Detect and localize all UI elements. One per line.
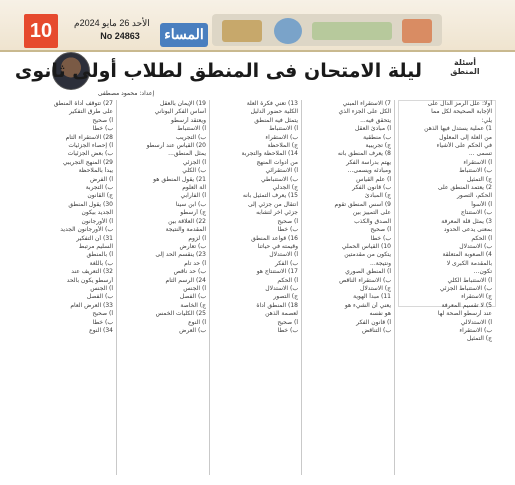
text-line: ب) الاستقراء الناقص — [339, 276, 391, 284]
text-line: ب) بعض الجزئيات — [67, 150, 113, 158]
text-line: ب) الفصل — [179, 293, 206, 301]
text-line: الكلية حضور الدليل — [250, 108, 298, 116]
text-line: ج) التمثيل — [466, 335, 492, 343]
text-line: جزئي آخر لتشابه — [256, 209, 298, 217]
text-line: ج) الخاصة — [180, 301, 206, 309]
text-line: 2) يعتمد المنطق على — [437, 184, 492, 192]
text-line: أ) علم القياس — [356, 175, 391, 183]
text-line: يهتم بدراسة الفكر — [346, 158, 391, 166]
date-line: الأحد 26 مايو 2024م — [74, 18, 150, 28]
text-line: ج) المبادئ — [364, 192, 391, 200]
text-line: 8) يعرف المنطق بأنه — [337, 150, 391, 158]
text-line: يمثل المنطق... — [168, 150, 206, 158]
text-line: 16) قواعد المنطق — [251, 234, 298, 242]
text-line: ب) التجريب — [176, 133, 206, 141]
text-line: ب) التجربة — [85, 184, 113, 192]
text-line: 13) تعني فكرة العلة — [246, 100, 298, 107]
text-line: ج) الاستدلال — [360, 284, 391, 292]
text-line: ب) الفصل — [86, 293, 113, 301]
text-line: ب) الاستدلال — [265, 284, 298, 292]
text-line: ب) خطأ — [92, 318, 113, 326]
text-line: أ) الاستنباط — [177, 125, 206, 133]
text-line: ج) أرسطو — [180, 209, 206, 217]
text-line: 25) الكليات الخمس — [155, 310, 206, 318]
text-line: 23) ينقسم الحد إلى — [155, 251, 206, 259]
text-line: ج) التصور — [273, 293, 298, 301]
text-line: أ) صحيح — [370, 226, 391, 234]
text-line: أ) صحيح — [92, 116, 113, 124]
text-line: ب) التناقض — [361, 326, 391, 334]
text-line: ج) الجدلي — [272, 184, 298, 192]
text-line: السليم مرتبط — [78, 242, 113, 250]
text-line: أ) الأسوأ — [471, 200, 492, 208]
text-line: يتمثل فيه المنطق — [254, 116, 298, 124]
issue-number: No 24863 — [100, 31, 140, 41]
text-line: أ) الحكم — [471, 234, 492, 242]
text-line: المقدمة والنتيجة — [165, 226, 206, 234]
text-line: انتقال من جزئي إلى — [247, 200, 298, 208]
text-line: أ) إحصاء الجزئيات — [68, 142, 113, 150]
text-line: 19) الإيمان بالعقل — [159, 100, 206, 107]
text-line: 4) الصعوبة المتعلقة — [442, 251, 492, 259]
text-line: أرسطو يكون بالحد — [66, 276, 113, 284]
text-line: أ) الاستدلالي — [460, 318, 492, 326]
text-line: أ) الفارابي — [180, 192, 206, 200]
text-line: الصدق والكذب — [354, 217, 391, 225]
text-line: أ) الاستدلال — [269, 251, 298, 259]
text-line: 17) الاستنتاج هو — [256, 268, 298, 276]
text-line: أ) المنطق الصوري — [345, 268, 391, 276]
text-line: في الحكم على الأشياء — [436, 142, 492, 150]
text-line: 33) العرض العام — [70, 301, 113, 309]
text-line: يبدأ بالملاحظة — [78, 167, 113, 175]
text-column-3 — [213, 100, 298, 475]
text-line: من العلة إلى المعلول — [439, 133, 492, 141]
text-line: 18) المنطق أداة — [256, 301, 298, 309]
text-line: على التمييز بين — [352, 209, 391, 217]
text-line: أ) حد تام — [184, 259, 206, 267]
illustration-shape — [312, 22, 392, 40]
text-column-1 — [400, 100, 492, 475]
text-line: أ) الجزئي — [182, 158, 206, 166]
text-line: ج) الاستقراء — [461, 293, 492, 301]
text-line: 31) أن التفكير — [76, 234, 113, 242]
text-line: 5) لا تقسيم المعرفة — [441, 301, 492, 309]
text-line: من أدوات المنهج — [256, 158, 298, 166]
text-column-5 — [30, 100, 113, 475]
text-line: 3) يمثل قلة المعرفة — [441, 217, 492, 225]
text-line: آلة العلوم — [182, 184, 206, 192]
text-line: يتكون من مقدمتين — [344, 251, 391, 259]
text-line: ب) قانون الفكر — [352, 184, 391, 192]
text-line: ب) حد ناقص — [173, 268, 206, 276]
text-line: وقيمته في حياتنا — [257, 242, 298, 250]
text-line: 1) عملية يستدل فيها الذهن — [424, 125, 492, 133]
text-line: أ) الأورجانون — [81, 217, 113, 225]
section-label: أسئلة المنطق — [450, 58, 480, 76]
text-line: أ) صحيح — [277, 318, 298, 326]
text-line: ج) تجريبية — [365, 142, 391, 150]
text-line: أ) الجنس — [90, 284, 113, 292]
text-line: ب) باللغة — [89, 259, 113, 267]
text-line: ب) الاستدلال — [459, 242, 492, 250]
text-line: ب) الاستنباطي — [260, 175, 298, 183]
text-line: 20) القياس عند أرسطو — [146, 142, 206, 150]
text-line: أ) قانون الفكر — [356, 318, 391, 326]
text-line: هو نفسه — [369, 310, 391, 318]
text-line: أولا: علل الرمز الدال على — [427, 100, 492, 107]
text-line: الجديد بيكون — [81, 209, 113, 217]
text-line: أ) لزوم — [188, 234, 206, 242]
article-headline: ليلة الامتحان فى المنطق لطلاب أولى ثانوى — [14, 60, 422, 82]
text-line: أ) الاستقراء — [463, 158, 492, 166]
column-divider — [116, 100, 117, 475]
text-line: 14) الملاحظة والتجربة — [241, 150, 298, 158]
masthead-illustration — [212, 14, 442, 46]
text-line: أ) النوع — [188, 318, 206, 326]
text-line: أساس الفكر اليوناني — [154, 108, 206, 116]
text-line: بمعنى يدعى الحدود — [443, 226, 492, 234]
text-line: الكل على الجزء الذي — [338, 108, 391, 116]
illustration-shape — [402, 19, 432, 43]
text-line: تسمى ... — [468, 150, 492, 158]
text-line: ب) ابن سينا — [175, 200, 206, 208]
text-line: أ) الجنس — [183, 284, 206, 292]
text-line: تكون... — [473, 268, 492, 276]
text-line: ج) القانون — [87, 192, 113, 200]
text-line: ب) خطأ — [92, 125, 113, 133]
text-line: 15) يعرف التمثيل بأنه — [242, 192, 298, 200]
text-line: 32) التعريف عند — [71, 268, 113, 276]
text-line: أ) بالمنطق — [86, 251, 113, 259]
text-line: 27) تتوقف أداة المنطق — [53, 100, 113, 107]
text-line: 22) العلاقة بين — [168, 217, 206, 225]
text-line: ب) خطأ — [370, 234, 391, 242]
illustration-shape — [222, 20, 262, 42]
text-line: ويعتقد أرسطو — [171, 116, 206, 124]
text-line: ومبادئه ويسمى... — [347, 167, 391, 175]
text-line: ج) التمثيل — [466, 175, 492, 183]
text-line: ب) الأورجانون الجديد — [60, 226, 113, 234]
text-line: أ) صحيح — [277, 217, 298, 225]
text-line: ج) الملاحظة — [267, 142, 298, 150]
text-line: 29) المنهج التجريبي — [62, 158, 113, 166]
text-line: أ) مبادئ العقل — [354, 125, 391, 133]
text-line: على طرق التفكير — [69, 108, 113, 116]
author-byline: إعداد: محمود مصطفى — [97, 90, 155, 97]
text-line: ب) خطأ — [277, 226, 298, 234]
text-line: ب) الاستقراء — [459, 326, 492, 334]
text-line: 11) مبدأ الهوية — [353, 293, 391, 301]
text-line: ب) الاستنتاج — [460, 209, 492, 217]
column-divider — [394, 100, 395, 475]
text-line: أ) صحيح — [92, 310, 113, 318]
text-line: بالمقدمة الكبرى لا — [446, 259, 492, 267]
newspaper-logo: المساء — [160, 23, 208, 47]
text-line: 21) يقول المنطق هو — [153, 175, 206, 183]
column-divider — [209, 100, 210, 475]
text-line: ب) خطأ — [277, 326, 298, 334]
text-line: يعني أن الشيء هو — [344, 301, 391, 309]
text-line: 10) القياس الحملي — [341, 242, 391, 250]
text-line: يتحقق فيه... — [360, 116, 391, 124]
text-line: 24) الرسم التام — [165, 276, 206, 284]
text-column-4 — [120, 100, 206, 475]
text-line: الحكم، التصور — [456, 192, 492, 200]
text-line: 30) يقول المنطق — [68, 200, 113, 208]
text-line: 28) الاستقراء التام — [65, 133, 113, 141]
illustration-shape — [274, 18, 302, 44]
text-line: ب) الفكر — [274, 259, 298, 267]
text-line: ب) العرض — [179, 326, 206, 334]
text-line: ب) منطقية — [363, 133, 391, 141]
text-line: 34) النوع — [89, 326, 113, 334]
text-line: ونتيجة... — [370, 259, 391, 267]
text-line: ب) الاستقراء — [265, 133, 298, 141]
page-number-badge: 10 — [24, 14, 58, 48]
text-line: ب) الاستنباط — [459, 167, 492, 175]
text-line: أ) الاستنباط — [269, 125, 298, 133]
text-line: يلي: — [481, 116, 492, 124]
text-line: أ) الحكم — [277, 276, 298, 284]
column-divider — [301, 100, 302, 475]
text-line: لعصمة الذهن — [265, 310, 298, 318]
text-line: ب) الكلي — [182, 167, 206, 175]
text-line: عند أرسطو الصحة لها — [437, 310, 492, 318]
text-line: 9) أسس المنطق تقوم — [334, 200, 391, 208]
text-line: أ) الاستقرائي — [265, 167, 298, 175]
text-line: 7) الاستقراء المبني — [342, 100, 391, 107]
text-line: ب) تعارض — [179, 242, 206, 250]
text-column-2 — [305, 100, 391, 475]
text-line: أ) الفرض — [89, 175, 113, 183]
text-line: أ) الاستنباط الكلي — [447, 276, 492, 284]
text-line: ب) الاستنباط الجزئي — [439, 284, 492, 292]
date-block — [74, 18, 166, 41]
text-line: الإجابة الصحيحة لكل مما — [431, 108, 492, 116]
